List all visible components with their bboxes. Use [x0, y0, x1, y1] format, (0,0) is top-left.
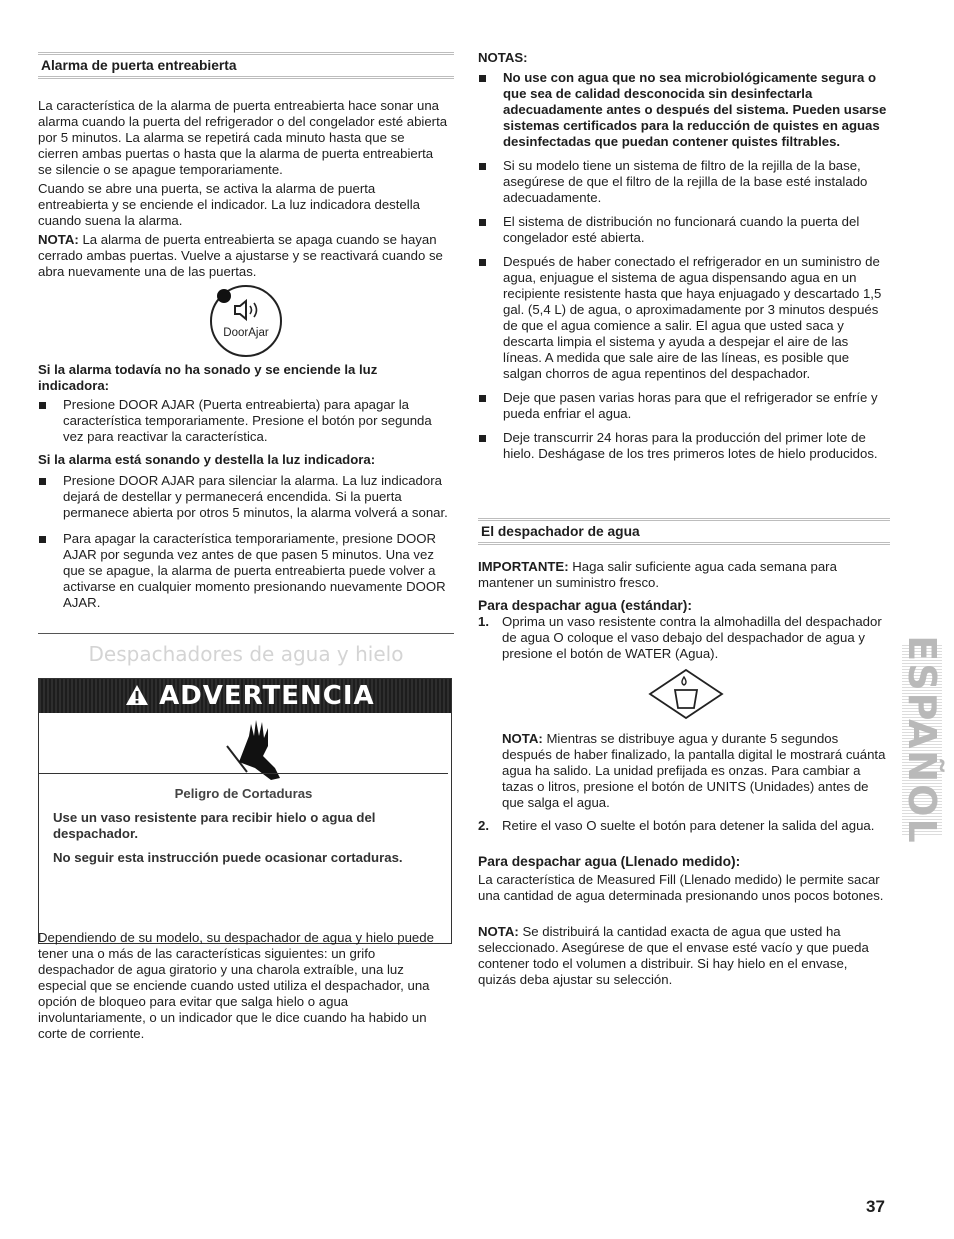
list-item: Si su modelo tiene un sistema de filtro de la rejilla de la base, asegúrese de que el filtro de la rejilla de la base esté instalado adecuadamente.: [478, 158, 888, 206]
list-item: Después de haber conectado el refrigerador en un suministro de agua, enjuague el sistema de agua dispensando agua en un recipiente resistente hasta que haya enjuagado y descartado 1,5 gal. (5,4 L) de agua, o aproximadamente por 3 minutos después de que el agua comience a salir. El agua que usted saca y descarta limpia el sistema y ayuda a despejar el aire de las líneas. A medida que sale aire de las líneas, es posible que salgan chorros de agua repentinos del despachador.: [478, 254, 888, 382]
measured-fill-heading: Para despachar agua (Llenado medido):: [478, 854, 741, 869]
important-note: IMPORTANTE: Haga salir suficiente agua cada semana para mantener un suministro fresco.: [478, 559, 837, 590]
list-sounding: [38, 473, 448, 611]
door-alarm-paragraph-2: Cuando se abre una puerta, se activa la alarma de puerta entreabierta y se enciende el indicador. La luz indicadora destella cuando suena la alarma.: [38, 181, 420, 228]
subheading-not-sounded: Si la alarma todavía no ha sonado y se enciende la luz indicadora:: [38, 362, 378, 393]
measured-fill-note: NOTA: Se distribuirá la cantidad exacta de agua que usted ha seleccionado. Asegúrese de que el envase esté vacío y que pueda contener todo el volumen a distribuir. Si hay hielo en el envase, quizás deba ajustar su selección.: [478, 924, 869, 987]
list-item: Para apagar la característica temporariamente, presione DOOR AJAR por segunda vez antes de que pasen 5 minutos. Una vez que se apague, la alarma de puerta entreabierta puede volver a activarse en cualquier momento presionando nuevamente DOOR AJAR.: [38, 531, 448, 611]
warning-consequence: No seguir esta instrucción puede ocasionar cortaduras.: [53, 850, 403, 865]
notes-heading: NOTAS:: [478, 50, 528, 65]
measured-fill-paragraph: La característica de Measured Fill (Llenado medido) le permite sacar una cantidad de agua determinada presionando unos pocos botones.: [478, 872, 884, 903]
notes-list: [478, 70, 888, 462]
door-ajar-icon: [208, 283, 284, 359]
door-alarm-note: NOTA: La alarma de puerta entreabierta se apaga cuando se hayan cerrado ambas puertas. Vuelve a ajustarse y se reactivará cuando se abra nuevamente una de las puertas.: [38, 232, 443, 279]
door-alarm-heading: Alarma de puerta entreabierta: [38, 52, 454, 79]
hazard-title: Peligro de Cortaduras: [174, 786, 313, 801]
door-ajar-icon-label: DoorAjar: [223, 327, 269, 339]
warning-title: ADVERTENCIA: [159, 681, 375, 711]
list-item: Deje que pasen varias horas para que el refrigerador se enfríe y pueda enfriar el agua.: [478, 390, 888, 422]
list-item: No use con agua que no sea microbiológicamente segura o que sea de calidad desconocida sin desinfectarla adecuadamente antes o después del sistema. Pueden usarse sistemas certificados para la reducción de quistes en aguas desinfectadas que puedan contener quistes filtrables.: [478, 70, 888, 150]
standard-dispense-heading: Para despachar agua (estándar):: [478, 598, 692, 613]
warning-body: [39, 773, 448, 939]
step-2: 2. Retire el vaso O suelte el botón para detener la salida del agua.: [478, 818, 875, 833]
section-divider: [38, 633, 454, 634]
standard-steps-2: [478, 818, 888, 834]
page-number: 37: [866, 1197, 885, 1216]
warning-box: [38, 678, 452, 944]
water-dispenser-heading: El despachador de agua: [478, 518, 890, 545]
door-alarm-paragraph-1: La característica de la alarma de puerta entreabierta hace sonar una alarma cuando la puerta del refrigerador o del congelador esté abierta por 5 minutos. La alarma se repetirá cada minuto hasta que se cierren ambas puertas o hasta que la alarma de puerta entreabierta se silencie o se apague temporariamente.: [38, 98, 448, 177]
subheading-sounding: Si la alarma está sonando y destella la luz indicadora:: [38, 452, 376, 467]
list-item: Presione DOOR AJAR (Puerta entreabierta) para apagar la característica temporariamente. Presione el botón por segunda vez para reactivar la característica.: [38, 397, 448, 445]
step-1: 1. Oprima un vaso resistente contra la almohadilla del despachador de agua O coloque el vaso debajo del despachador de agua y presione el botón de WATER (Agua).: [478, 614, 882, 661]
warning-banner: [39, 679, 451, 713]
list-item: El sistema de distribución no funcionará cuando la puerta del congelador esté abierta.: [478, 214, 888, 246]
standard-steps-1: [478, 614, 888, 662]
water-display-note: NOTA: Mientras se distribuye agua y durante 5 segundos después de haber finalizado, la pantalla digital le mostrará cuánta agua ha salido. La unidad prefijada es onzas. Para cambiar a tazas o litros, presione el botón de UNITS (Unidades) antes de que salga el agua.: [502, 731, 886, 810]
dispensers-section-title: Despachadores de agua y hielo: [88, 642, 404, 666]
list-not-sounded: [38, 397, 448, 445]
list-item: Deje transcurrir 24 horas para la producción del primer lote de hielo. Deshágase de los tres primeros lotes de hielo producidos.: [478, 430, 888, 462]
dispenser-features-paragraph: Dependiendo de su modelo, su despachador de agua y hielo puede tener una o más de las características siguientes: un grifo despachador de agua giratorio y una charola extraíble, una luz especial que se enciende cuando usted utiliza el despachador, una opción de bloqueo para evitar que salga hielo o agua involuntariamente, o un indicador que le dice cuando ha habido un corte de corriente.: [38, 930, 434, 1041]
warning-triangle-icon: [125, 679, 149, 713]
water-dispense-icon: [648, 668, 724, 724]
language-side-tab: ESPAÑOL: [900, 635, 944, 845]
warning-instruction: Use un vaso resistente para recibir hielo o agua del despachador.: [53, 810, 376, 841]
list-item: Presione DOOR AJAR para silenciar la alarma. La luz indicadora dejará de destellar y permanecerá encendida. Si la puerta permanece abierta por otros 5 minutos, la alarma volverá a sonar.: [38, 473, 448, 521]
